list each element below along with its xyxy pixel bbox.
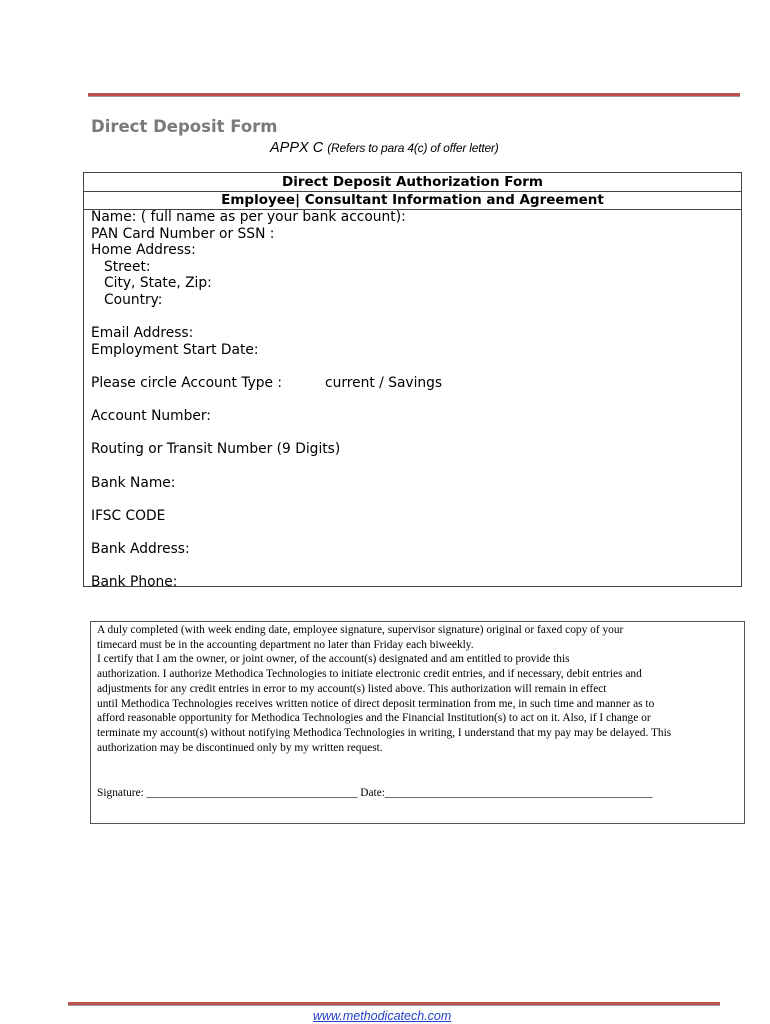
authorization-form-subheading: Employee| Consultant Information and Agreement xyxy=(84,191,741,209)
agreement-line: A duly completed (with week ending date, employee signature, supervisor signature) original or faxed copy of your xyxy=(97,624,624,636)
signature-date-line: Signature: _____________________________________ Date:_______________________________________________ xyxy=(97,787,653,799)
city-field-label: City, State, Zip: xyxy=(104,275,212,292)
footer-rule xyxy=(68,1002,720,1005)
bank-name-label: Bank Name: xyxy=(91,474,176,491)
account-type-label: Please circle Account Type : xyxy=(91,374,283,391)
agreement-text xyxy=(97,623,671,755)
routing-number-label: Routing or Transit Number (9 Digits) xyxy=(91,441,341,458)
agreement-box xyxy=(90,621,745,824)
start-date-field-label: Employment Start Date: xyxy=(91,341,259,358)
agreement-line: authorization. I authorize Methodica Technologies to initiate electronic credit entries, and if necessary, debit entries and xyxy=(97,668,642,681)
account-type-options: current / Savings xyxy=(325,374,443,391)
agreement-line: terminate my account(s) without notifying Methodica Technologies in writing, I understand that my pay may be delayed. This xyxy=(97,726,672,739)
ifsc-code-label: IFSC CODE xyxy=(91,507,166,524)
country-field-label: Country: xyxy=(104,291,163,308)
agreement-line: timecard must be in the accounting department no later than Friday each biweekly. xyxy=(97,638,474,651)
agreement-line: afford reasonable opportunity for Methodica Technologies and the Financial Institution(s) to act on it. Also, if I change or xyxy=(97,712,651,725)
email-field-label: Email Address: xyxy=(91,325,194,342)
home-address-label: Home Address: xyxy=(91,242,196,259)
authorization-form-box xyxy=(83,172,742,591)
street-field-label: Street: xyxy=(104,258,151,275)
account-number-label: Account Number: xyxy=(91,408,211,425)
name-field-label: Name: ( full name as per your bank account): xyxy=(91,209,406,225)
agreement-line: adjustments for any credit entries in error to my account(s) listed above. This authorization will remain in effect xyxy=(97,682,607,695)
appendix-caption xyxy=(270,140,499,156)
authorization-form-header xyxy=(84,173,741,210)
appendix-note: (Refers to para 4(c) of offer letter) xyxy=(327,141,499,155)
pan-field-label: PAN Card Number or SSN : xyxy=(91,225,275,242)
authorization-form-heading: Direct Deposit Authorization Form xyxy=(282,174,543,190)
agreement-line: I certify that I am the owner, or joint owner, of the account(s) designated and am entitled to provide this xyxy=(97,653,570,666)
agreement-line: until Methodica Technologies receives written notice of direct deposit termination from me, in such time and manner as to xyxy=(97,697,655,710)
page-title: Direct Deposit Form xyxy=(91,117,278,136)
bank-phone-label: Bank Phone: xyxy=(91,574,178,591)
header-rule xyxy=(88,93,740,96)
employee-fields xyxy=(91,209,443,591)
account-type-row xyxy=(91,374,443,392)
appendix-label: APPX C xyxy=(270,140,324,156)
bank-address-label: Bank Address: xyxy=(91,540,190,557)
agreement-line: authorization may be discontinued only by my written request. xyxy=(97,741,383,754)
website-link[interactable]: www.methodicatech.com xyxy=(313,1009,452,1023)
